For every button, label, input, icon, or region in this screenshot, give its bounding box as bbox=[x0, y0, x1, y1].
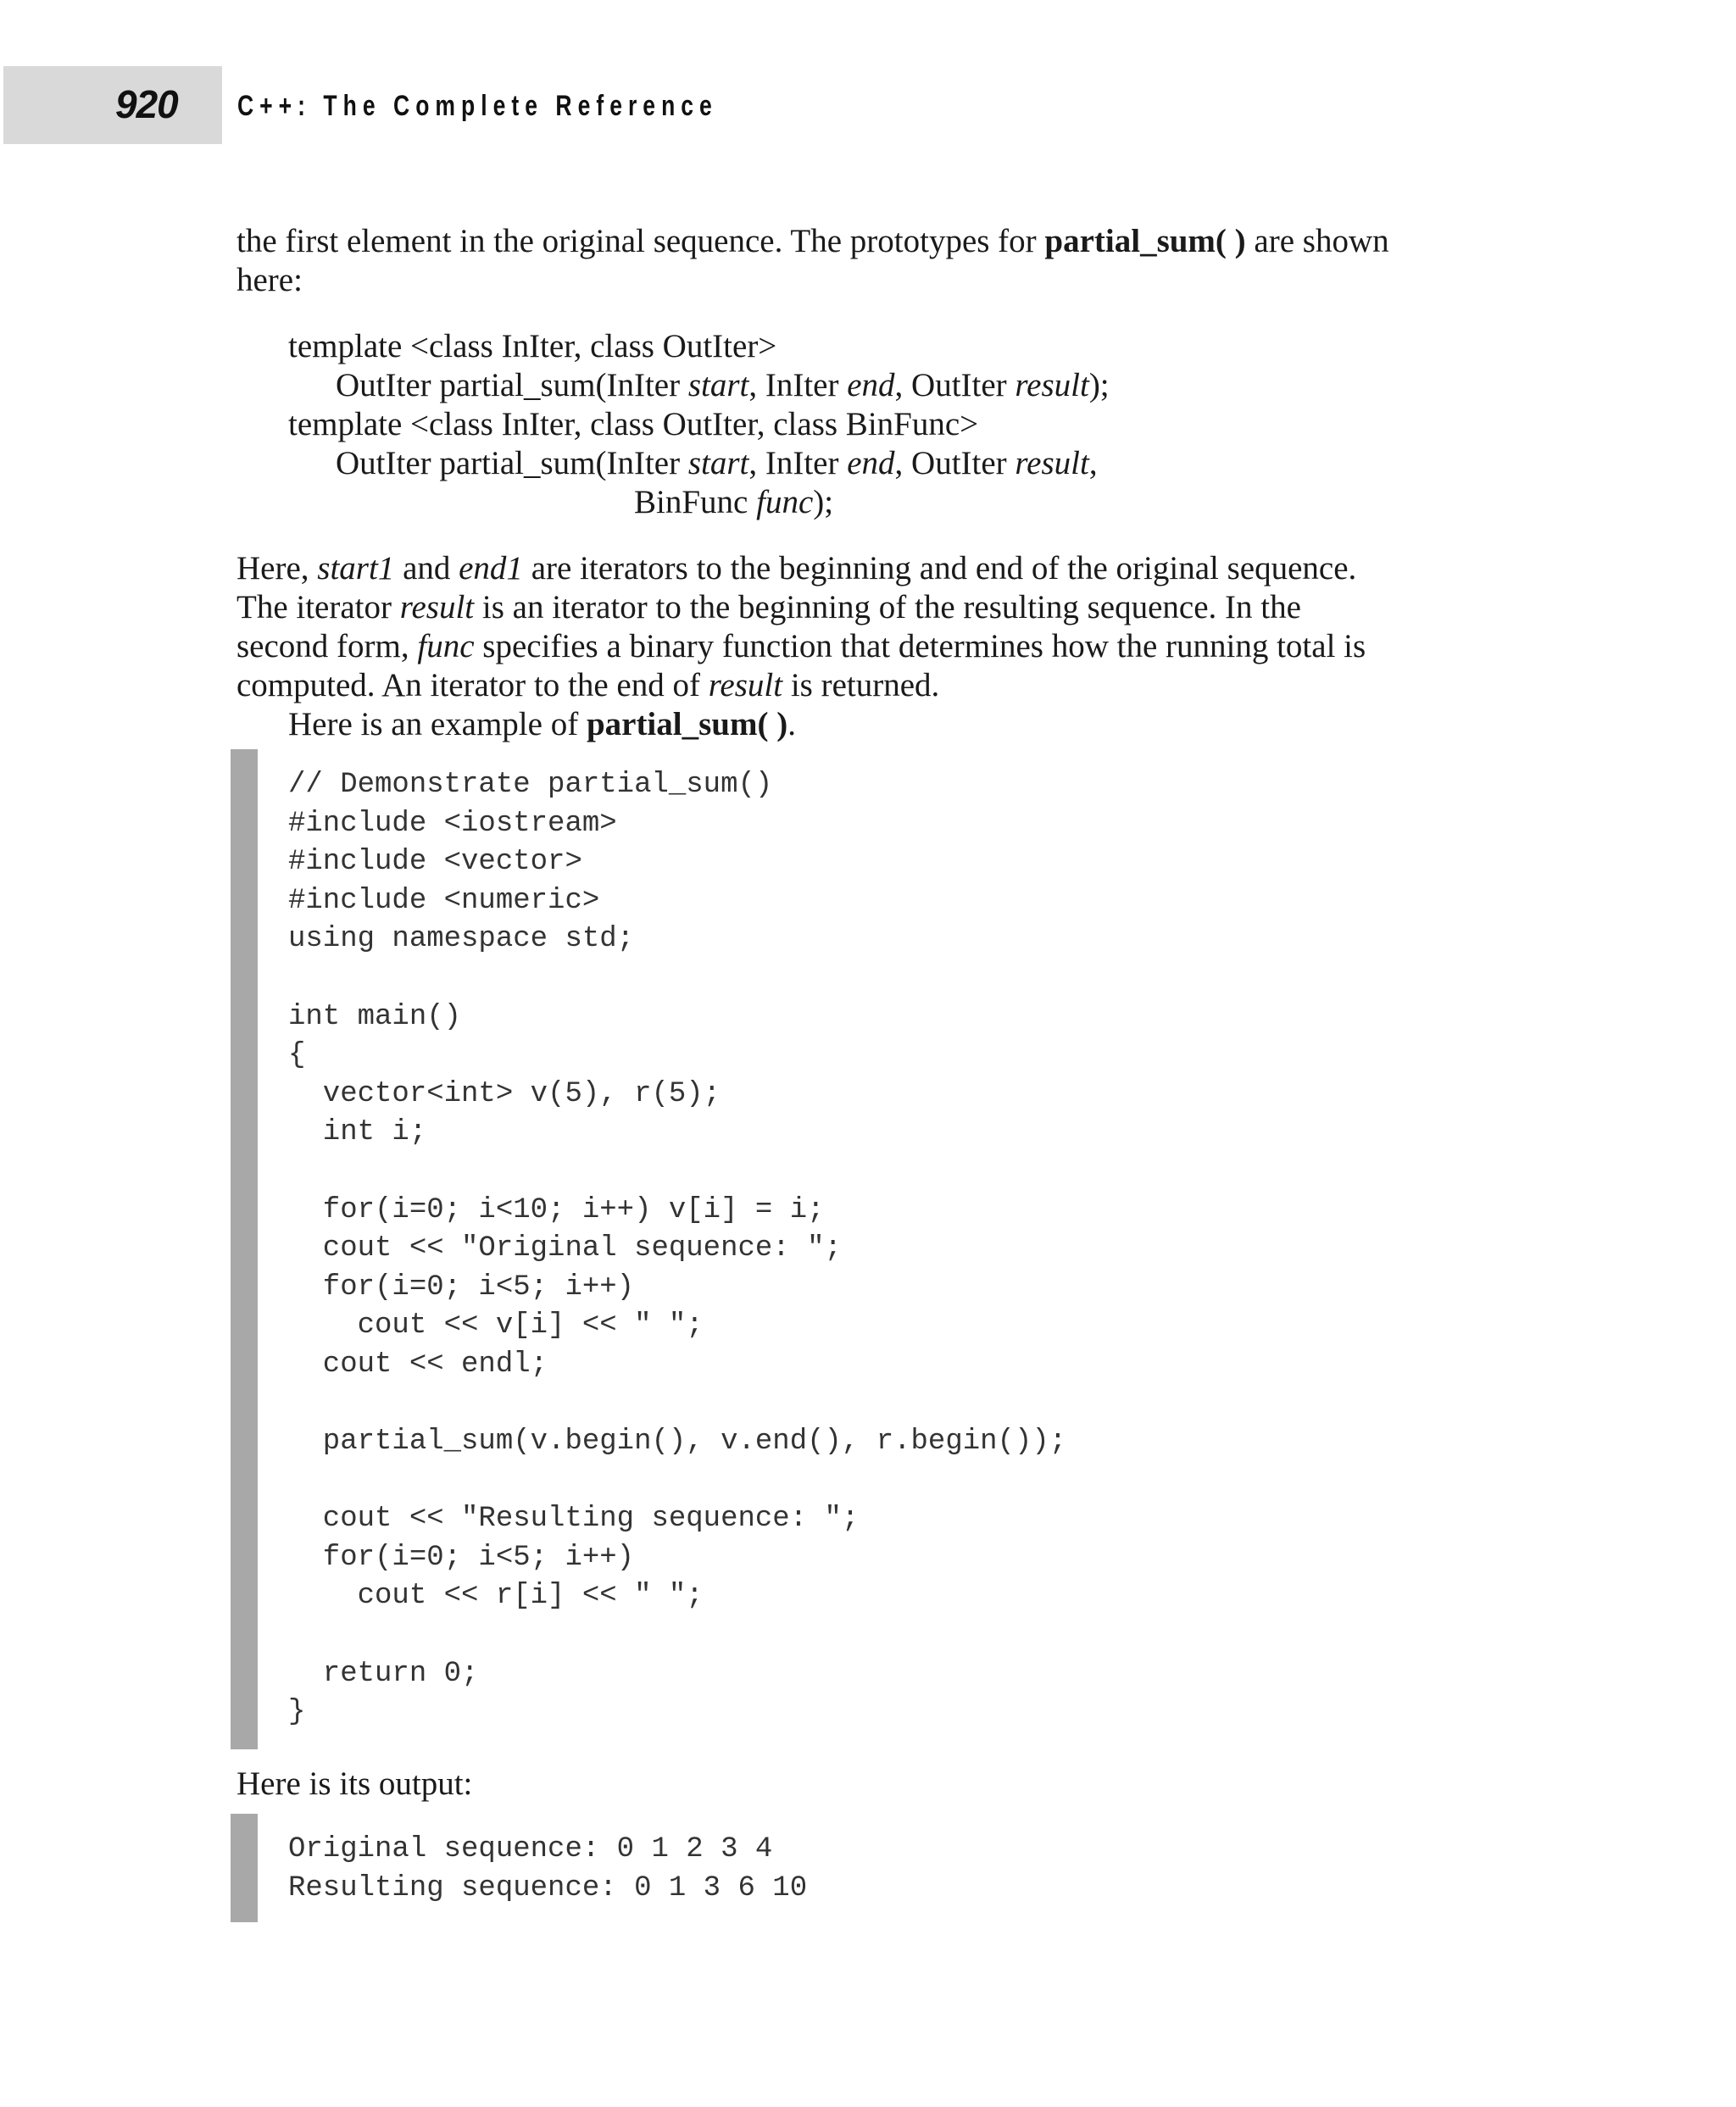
param-name: start bbox=[687, 367, 749, 403]
prototype-1-signature bbox=[336, 366, 1110, 405]
body-text: Here, bbox=[236, 550, 318, 587]
explanation-line-1 bbox=[236, 549, 1356, 588]
proto-text: , InIter bbox=[748, 367, 848, 403]
function-name-bold: partial_sum( ) bbox=[1044, 223, 1246, 259]
proto-text: OutIter partial_sum(InIter bbox=[336, 367, 688, 403]
body-text: are iterators to the beginning and end of the original sequence. bbox=[522, 550, 1357, 587]
output-intro: Here is its output: bbox=[236, 1765, 473, 1802]
body-text: computed. An iterator to the end of bbox=[236, 667, 709, 703]
running-head: C++: The Complete Reference bbox=[237, 90, 718, 122]
param-name: func bbox=[756, 484, 814, 520]
body-text: . bbox=[787, 706, 796, 742]
body-text: is an iterator to the beginning of the resulting sequence. In the bbox=[474, 589, 1301, 625]
body-text: specifies a binary function that determines how the running total is bbox=[474, 628, 1366, 664]
explanation-line-5 bbox=[288, 705, 796, 744]
proto-text: , OutIter bbox=[894, 367, 1015, 403]
intro-line-1 bbox=[236, 222, 1389, 261]
param-name: func bbox=[417, 628, 475, 664]
proto-text: , InIter bbox=[748, 445, 848, 481]
page-number: 920 bbox=[115, 82, 178, 126]
param-name: end1 bbox=[459, 550, 523, 587]
prototype-1-template: template <class InIter, class OutIter> bbox=[288, 328, 777, 364]
body-text: and bbox=[394, 550, 459, 587]
function-name-bold: partial_sum( ) bbox=[586, 706, 788, 742]
param-name: end bbox=[847, 367, 895, 403]
param-name: result bbox=[399, 589, 475, 625]
proto-text: BinFunc bbox=[634, 484, 757, 520]
param-name: result bbox=[1015, 445, 1089, 481]
proto-text: OutIter partial_sum(InIter bbox=[336, 445, 688, 481]
code-block-bar bbox=[231, 749, 258, 1749]
code-listing: // Demonstrate partial_sum() #include <iostream> #include <vector> #include <numeric> using namespace std; int main() { vector<int> v(5), r(5); int i; for(i=0; i<10; i++) v[i] = i; cout << "Original sequence: "; for(i=0; i<5; i++) cout << v[i] << " "; cout << endl; partial_sum(v.begin(), v.end(), r.begin()); cout << "Resulting sequence: "; for(i=0; i<5; i++) cout << r[i] << " "; return 0; } bbox=[288, 769, 1067, 1729]
output-block-bar bbox=[231, 1814, 258, 1922]
explanation-line-2 bbox=[236, 588, 1301, 627]
page-number-tab bbox=[3, 66, 222, 144]
param-name: start1 bbox=[317, 550, 395, 587]
param-name: end bbox=[847, 445, 895, 481]
prototype-2-signature bbox=[336, 444, 1098, 483]
output-listing: Original sequence: 0 1 2 3 4 Resulting sequence: 0 1 3 6 10 bbox=[288, 1833, 808, 1904]
proto-text: , OutIter bbox=[894, 445, 1015, 481]
prototype-2-template: template <class InIter, class OutIter, class BinFunc> bbox=[288, 406, 979, 442]
intro-text: the first element in the original sequence. The prototypes for bbox=[236, 223, 1045, 259]
body-text: The iterator bbox=[236, 589, 400, 625]
explanation-line-3 bbox=[236, 627, 1366, 666]
proto-text: ); bbox=[813, 484, 834, 520]
body-text: is returned. bbox=[782, 667, 940, 703]
explanation-line-4 bbox=[236, 666, 939, 705]
intro-line-2: here: bbox=[236, 262, 303, 298]
body-text: Here is an example of bbox=[288, 706, 587, 742]
prototype-2-continuation bbox=[634, 483, 833, 522]
param-name: result bbox=[708, 667, 783, 703]
param-name: result bbox=[1015, 367, 1089, 403]
proto-text: , bbox=[1088, 445, 1098, 481]
body-text: second form, bbox=[236, 628, 418, 664]
param-name: start bbox=[687, 445, 749, 481]
intro-text: are shown bbox=[1245, 223, 1389, 259]
proto-text: ); bbox=[1088, 367, 1110, 403]
